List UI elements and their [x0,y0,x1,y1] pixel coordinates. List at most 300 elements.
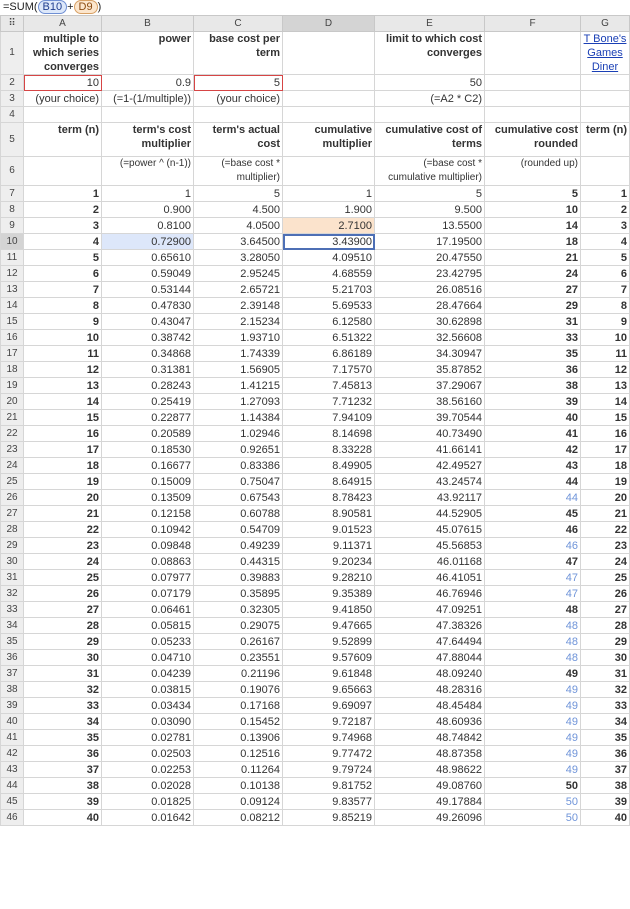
cell-e2[interactable]: 50 [375,75,485,91]
cell-g38[interactable]: 32 [581,682,630,698]
row-header[interactable]: 44 [1,778,24,794]
row-header[interactable]: 22 [1,426,24,442]
cell-g33[interactable]: 27 [581,602,630,618]
cell-d45[interactable]: 9.83577 [283,794,375,810]
cell-c33[interactable]: 0.32305 [194,602,283,618]
cell-e16[interactable]: 32.56608 [375,330,485,346]
row-header[interactable]: 12 [1,266,24,282]
row-header[interactable]: 18 [1,362,24,378]
cell-b14[interactable]: 0.47830 [102,298,194,314]
cell-c29[interactable]: 0.49239 [194,538,283,554]
cell-e18[interactable]: 35.87852 [375,362,485,378]
cell-g17[interactable]: 11 [581,346,630,362]
cell-a18[interactable]: 12 [24,362,102,378]
cell-e43[interactable]: 48.98622 [375,762,485,778]
cell-b26[interactable]: 0.13509 [102,490,194,506]
cell-d34[interactable]: 9.47665 [283,618,375,634]
cell-f22[interactable]: 41 [485,426,581,442]
cell-e23[interactable]: 41.66141 [375,442,485,458]
cell-b22[interactable]: 0.20589 [102,426,194,442]
cell-c4[interactable] [194,107,283,123]
cell-f32[interactable]: 47 [485,586,581,602]
cell-g23[interactable]: 17 [581,442,630,458]
cell-d42[interactable]: 9.77472 [283,746,375,762]
cell-d6[interactable] [283,157,375,186]
cell-g10[interactable]: 4 [581,234,630,250]
cell-d25[interactable]: 8.64915 [283,474,375,490]
cell-a12[interactable]: 6 [24,266,102,282]
cell-g45[interactable]: 39 [581,794,630,810]
cell-c22[interactable]: 1.02946 [194,426,283,442]
cell-e46[interactable]: 49.26096 [375,810,485,826]
cell-f9[interactable]: 14 [485,218,581,234]
cell-c14[interactable]: 2.39148 [194,298,283,314]
cell-e40[interactable]: 48.60936 [375,714,485,730]
cell-e20[interactable]: 38.56160 [375,394,485,410]
cell-a11[interactable]: 5 [24,250,102,266]
cell-a8[interactable]: 2 [24,202,102,218]
cell-d2[interactable] [283,75,375,91]
cell-e14[interactable]: 28.47664 [375,298,485,314]
row-header[interactable]: 29 [1,538,24,554]
cell-b43[interactable]: 0.02253 [102,762,194,778]
cell-a13[interactable]: 7 [24,282,102,298]
cell-g14[interactable]: 8 [581,298,630,314]
cell-d36[interactable]: 9.57609 [283,650,375,666]
cell-d7[interactable]: 1 [283,186,375,202]
cell-g7[interactable]: 1 [581,186,630,202]
cell-a29[interactable]: 23 [24,538,102,554]
cell-b4[interactable] [102,107,194,123]
row-header[interactable]: 34 [1,618,24,634]
cell-b42[interactable]: 0.02503 [102,746,194,762]
cell-c46[interactable]: 0.08212 [194,810,283,826]
cell-b32[interactable]: 0.07179 [102,586,194,602]
cell-f3[interactable] [485,91,581,107]
cell-a10[interactable]: 4 [24,234,102,250]
cell-d22[interactable]: 8.14698 [283,426,375,442]
cell-d44[interactable]: 9.81752 [283,778,375,794]
cell-b3[interactable]: (=1-(1/multiple)) [102,91,194,107]
cell-e35[interactable]: 47.64494 [375,634,485,650]
cell-e34[interactable]: 47.38326 [375,618,485,634]
column-header-c[interactable]: C [194,16,283,32]
cell-e30[interactable]: 46.01168 [375,554,485,570]
row-header[interactable]: 15 [1,314,24,330]
cell-g40[interactable]: 34 [581,714,630,730]
column-header-g[interactable]: G [581,16,630,32]
cell-d20[interactable]: 7.71232 [283,394,375,410]
cell-f37[interactable]: 49 [485,666,581,682]
cell-c23[interactable]: 0.92651 [194,442,283,458]
cell-a23[interactable]: 17 [24,442,102,458]
cell-c43[interactable]: 0.11264 [194,762,283,778]
cell-b16[interactable]: 0.38742 [102,330,194,346]
row-header[interactable]: 3 [1,91,24,107]
row-header[interactable]: 41 [1,730,24,746]
cell-a45[interactable]: 39 [24,794,102,810]
cell-a1[interactable]: multiple to which series converges [24,32,102,75]
cell-b30[interactable]: 0.08863 [102,554,194,570]
cell-b19[interactable]: 0.28243 [102,378,194,394]
cell-e19[interactable]: 37.29067 [375,378,485,394]
formula-bar[interactable] [0,0,630,15]
cell-g3[interactable] [581,91,630,107]
cell-b15[interactable]: 0.43047 [102,314,194,330]
cell-d19[interactable]: 7.45813 [283,378,375,394]
row-header[interactable]: 16 [1,330,24,346]
cell-g25[interactable]: 19 [581,474,630,490]
cell-a24[interactable]: 18 [24,458,102,474]
row-header[interactable]: 35 [1,634,24,650]
cell-b7[interactable]: 1 [102,186,194,202]
cell-b12[interactable]: 0.59049 [102,266,194,282]
cell-e26[interactable]: 43.92117 [375,490,485,506]
cell-a22[interactable]: 16 [24,426,102,442]
cell-a38[interactable]: 32 [24,682,102,698]
cell-c28[interactable]: 0.54709 [194,522,283,538]
cell-c12[interactable]: 2.95245 [194,266,283,282]
cell-f1[interactable] [485,32,581,75]
cell-b20[interactable]: 0.25419 [102,394,194,410]
cell-b41[interactable]: 0.02781 [102,730,194,746]
cell-a34[interactable]: 28 [24,618,102,634]
cell-d30[interactable]: 9.20234 [283,554,375,570]
cell-e38[interactable]: 48.28316 [375,682,485,698]
cell-a31[interactable]: 25 [24,570,102,586]
cell-b36[interactable]: 0.04710 [102,650,194,666]
cell-d16[interactable]: 6.51322 [283,330,375,346]
cell-c11[interactable]: 3.28050 [194,250,283,266]
cell-d40[interactable]: 9.72187 [283,714,375,730]
cell-c39[interactable]: 0.17168 [194,698,283,714]
cell-f36[interactable]: 48 [485,650,581,666]
cell-a41[interactable]: 35 [24,730,102,746]
cell-c6[interactable]: (=base cost * multiplier) [194,157,283,186]
cell-a3[interactable]: (your choice) [24,91,102,107]
cell-a20[interactable]: 14 [24,394,102,410]
cell-g12[interactable]: 6 [581,266,630,282]
cell-g34[interactable]: 28 [581,618,630,634]
cell-d1[interactable] [283,32,375,75]
cell-d12[interactable]: 4.68559 [283,266,375,282]
cell-g22[interactable]: 16 [581,426,630,442]
row-header[interactable]: 42 [1,746,24,762]
cell-b39[interactable]: 0.03434 [102,698,194,714]
cell-b31[interactable]: 0.07977 [102,570,194,586]
cell-e22[interactable]: 40.73490 [375,426,485,442]
cell-b23[interactable]: 0.18530 [102,442,194,458]
cell-f28[interactable]: 46 [485,522,581,538]
cell-b11[interactable]: 0.65610 [102,250,194,266]
cell-e37[interactable]: 48.09240 [375,666,485,682]
cell-e11[interactable]: 20.47550 [375,250,485,266]
cell-f33[interactable]: 48 [485,602,581,618]
cell-f26[interactable]: 44 [485,490,581,506]
cell-g20[interactable]: 14 [581,394,630,410]
row-header[interactable]: 2 [1,75,24,91]
cell-e9[interactable]: 13.5500 [375,218,485,234]
cell-c45[interactable]: 0.09124 [194,794,283,810]
cell-d13[interactable]: 5.21703 [283,282,375,298]
cell-a4[interactable] [24,107,102,123]
cell-f17[interactable]: 35 [485,346,581,362]
cell-d26[interactable]: 8.78423 [283,490,375,506]
cell-a17[interactable]: 11 [24,346,102,362]
cell-b21[interactable]: 0.22877 [102,410,194,426]
cell-b10[interactable]: 0.72900 [102,234,194,250]
cell-c27[interactable]: 0.60788 [194,506,283,522]
column-header-f[interactable]: F [485,16,581,32]
cell-b33[interactable]: 0.06461 [102,602,194,618]
cell-e41[interactable]: 48.74842 [375,730,485,746]
cell-e33[interactable]: 47.09251 [375,602,485,618]
cell-a39[interactable]: 33 [24,698,102,714]
cell-a44[interactable]: 38 [24,778,102,794]
cell-d8[interactable]: 1.900 [283,202,375,218]
cell-c36[interactable]: 0.23551 [194,650,283,666]
cell-f40[interactable]: 49 [485,714,581,730]
cell-d29[interactable]: 9.11371 [283,538,375,554]
cell-e44[interactable]: 49.08760 [375,778,485,794]
cell-f8[interactable]: 10 [485,202,581,218]
cell-f21[interactable]: 40 [485,410,581,426]
cell-g26[interactable]: 20 [581,490,630,506]
cell-b44[interactable]: 0.02028 [102,778,194,794]
row-header[interactable]: 46 [1,810,24,826]
cell-f7[interactable]: 5 [485,186,581,202]
row-header[interactable]: 32 [1,586,24,602]
cell-c31[interactable]: 0.39883 [194,570,283,586]
cell-a42[interactable]: 36 [24,746,102,762]
cell-g42[interactable]: 36 [581,746,630,762]
cell-b13[interactable]: 0.53144 [102,282,194,298]
cell-f11[interactable]: 21 [485,250,581,266]
cell-f29[interactable]: 46 [485,538,581,554]
cell-d32[interactable]: 9.35389 [283,586,375,602]
row-header[interactable]: 19 [1,378,24,394]
row-header[interactable]: 10 [1,234,24,250]
cell-c13[interactable]: 2.65721 [194,282,283,298]
cell-c1[interactable]: base cost per term [194,32,283,75]
cell-a28[interactable]: 22 [24,522,102,538]
row-header[interactable]: 31 [1,570,24,586]
row-header[interactable]: 25 [1,474,24,490]
cell-b29[interactable]: 0.09848 [102,538,194,554]
cell-b17[interactable]: 0.34868 [102,346,194,362]
cell-b40[interactable]: 0.03090 [102,714,194,730]
cell-g37[interactable]: 31 [581,666,630,682]
cell-d14[interactable]: 5.69533 [283,298,375,314]
cell-d35[interactable]: 9.52899 [283,634,375,650]
row-header[interactable]: 36 [1,650,24,666]
cell-e15[interactable]: 30.62898 [375,314,485,330]
cell-b38[interactable]: 0.03815 [102,682,194,698]
cell-b24[interactable]: 0.16677 [102,458,194,474]
row-header[interactable]: 11 [1,250,24,266]
cell-f14[interactable]: 29 [485,298,581,314]
cell-g44[interactable]: 38 [581,778,630,794]
cell-c37[interactable]: 0.21196 [194,666,283,682]
cell-a30[interactable]: 24 [24,554,102,570]
cell-b1[interactable]: power [102,32,194,75]
cell-d5[interactable]: cumulative multiplier [283,123,375,157]
cell-d18[interactable]: 7.17570 [283,362,375,378]
cell-c26[interactable]: 0.67543 [194,490,283,506]
cell-e4[interactable] [375,107,485,123]
row-header[interactable]: 5 [1,123,24,157]
cell-b25[interactable]: 0.15009 [102,474,194,490]
row-header[interactable]: 24 [1,458,24,474]
cell-a40[interactable]: 34 [24,714,102,730]
cell-c10[interactable]: 3.64500 [194,234,283,250]
cell-g18[interactable]: 12 [581,362,630,378]
cell-c34[interactable]: 0.29075 [194,618,283,634]
cell-a14[interactable]: 8 [24,298,102,314]
cell-c7[interactable]: 5 [194,186,283,202]
row-header[interactable]: 28 [1,522,24,538]
cell-c8[interactable]: 4.500 [194,202,283,218]
cell-a9[interactable]: 3 [24,218,102,234]
cell-e12[interactable]: 23.42795 [375,266,485,282]
row-header[interactable]: 30 [1,554,24,570]
cell-g41[interactable]: 35 [581,730,630,746]
row-header[interactable]: 4 [1,107,24,123]
cell-a7[interactable]: 1 [24,186,102,202]
cell-f5[interactable]: cumulative cost rounded [485,123,581,157]
cell-a46[interactable]: 40 [24,810,102,826]
cell-b2[interactable]: 0.9 [102,75,194,91]
cell-a36[interactable]: 30 [24,650,102,666]
cell-e13[interactable]: 26.08516 [375,282,485,298]
cell-d9[interactable]: 2.7100 [283,218,375,234]
cell-d21[interactable]: 7.94109 [283,410,375,426]
cell-e42[interactable]: 48.87358 [375,746,485,762]
cell-f10[interactable]: 18 [485,234,581,250]
cell-c19[interactable]: 1.41215 [194,378,283,394]
cell-c5[interactable]: term's actual cost [194,123,283,157]
cell-d4[interactable] [283,107,375,123]
cell-d31[interactable]: 9.28210 [283,570,375,586]
cell-g5[interactable]: term (n) [581,123,630,157]
cell-a19[interactable]: 13 [24,378,102,394]
cell-d39[interactable]: 9.69097 [283,698,375,714]
row-header[interactable]: 8 [1,202,24,218]
cell-a27[interactable]: 21 [24,506,102,522]
cell-d38[interactable]: 9.65663 [283,682,375,698]
column-header-e[interactable]: E [375,16,485,32]
cell-f35[interactable]: 48 [485,634,581,650]
cell-a2[interactable]: 10 [24,75,102,91]
cell-b6[interactable]: (=power ^ (n-1)) [102,157,194,186]
cell-c15[interactable]: 2.15234 [194,314,283,330]
cell-b28[interactable]: 0.10942 [102,522,194,538]
cell-e3[interactable]: (=A2 * C2) [375,91,485,107]
cell-f4[interactable] [485,107,581,123]
cell-b46[interactable]: 0.01642 [102,810,194,826]
cell-g16[interactable]: 10 [581,330,630,346]
row-header[interactable]: 7 [1,186,24,202]
column-header-a[interactable]: A [24,16,102,32]
cell-c40[interactable]: 0.15452 [194,714,283,730]
cell-e5[interactable]: cumulative cost of terms [375,123,485,157]
cell-g43[interactable]: 37 [581,762,630,778]
cell-e32[interactable]: 46.76946 [375,586,485,602]
cell-b34[interactable]: 0.05815 [102,618,194,634]
cell-f31[interactable]: 47 [485,570,581,586]
cell-e21[interactable]: 39.70544 [375,410,485,426]
cell-d11[interactable]: 4.09510 [283,250,375,266]
cell-f13[interactable]: 27 [485,282,581,298]
row-header[interactable]: 26 [1,490,24,506]
cell-g8[interactable]: 2 [581,202,630,218]
cell-c35[interactable]: 0.26167 [194,634,283,650]
cell-g21[interactable]: 15 [581,410,630,426]
cell-g31[interactable]: 25 [581,570,630,586]
cell-d27[interactable]: 8.90581 [283,506,375,522]
cell-f12[interactable]: 24 [485,266,581,282]
row-header[interactable]: 39 [1,698,24,714]
cell-c32[interactable]: 0.35895 [194,586,283,602]
cell-g46[interactable]: 40 [581,810,630,826]
cell-g19[interactable]: 13 [581,378,630,394]
cell-f19[interactable]: 38 [485,378,581,394]
cell-a21[interactable]: 15 [24,410,102,426]
cell-f43[interactable]: 49 [485,762,581,778]
cell-c44[interactable]: 0.10138 [194,778,283,794]
cell-f30[interactable]: 47 [485,554,581,570]
cell-e17[interactable]: 34.30947 [375,346,485,362]
cell-f23[interactable]: 42 [485,442,581,458]
cell-d46[interactable]: 9.85219 [283,810,375,826]
cell-g39[interactable]: 33 [581,698,630,714]
cell-f38[interactable]: 49 [485,682,581,698]
cell-g28[interactable]: 22 [581,522,630,538]
select-all-corner[interactable]: ⠿ [1,16,24,32]
cell-g13[interactable]: 7 [581,282,630,298]
cell-c9[interactable]: 4.0500 [194,218,283,234]
cell-e28[interactable]: 45.07615 [375,522,485,538]
cell-c30[interactable]: 0.44315 [194,554,283,570]
row-header[interactable]: 38 [1,682,24,698]
cell-d17[interactable]: 6.86189 [283,346,375,362]
cell-e1[interactable]: limit to which cost converges [375,32,485,75]
row-header[interactable]: 1 [1,32,24,75]
cell-g32[interactable]: 26 [581,586,630,602]
cell-f15[interactable]: 31 [485,314,581,330]
cell-b8[interactable]: 0.900 [102,202,194,218]
cell-d41[interactable]: 9.74968 [283,730,375,746]
cell-e45[interactable]: 49.17884 [375,794,485,810]
cell-d43[interactable]: 9.79724 [283,762,375,778]
cell-g2[interactable] [581,75,630,91]
row-header[interactable]: 17 [1,346,24,362]
row-header[interactable]: 14 [1,298,24,314]
row-header[interactable]: 21 [1,410,24,426]
cell-f18[interactable]: 36 [485,362,581,378]
cell-f34[interactable]: 48 [485,618,581,634]
cell-b5[interactable]: term's cost multiplier [102,123,194,157]
cell-d24[interactable]: 8.49905 [283,458,375,474]
cell-f16[interactable]: 33 [485,330,581,346]
cell-g30[interactable]: 24 [581,554,630,570]
row-header[interactable]: 23 [1,442,24,458]
row-header[interactable]: 43 [1,762,24,778]
cell-g4[interactable] [581,107,630,123]
cell-e7[interactable]: 5 [375,186,485,202]
cell-b18[interactable]: 0.31381 [102,362,194,378]
cell-e24[interactable]: 42.49527 [375,458,485,474]
